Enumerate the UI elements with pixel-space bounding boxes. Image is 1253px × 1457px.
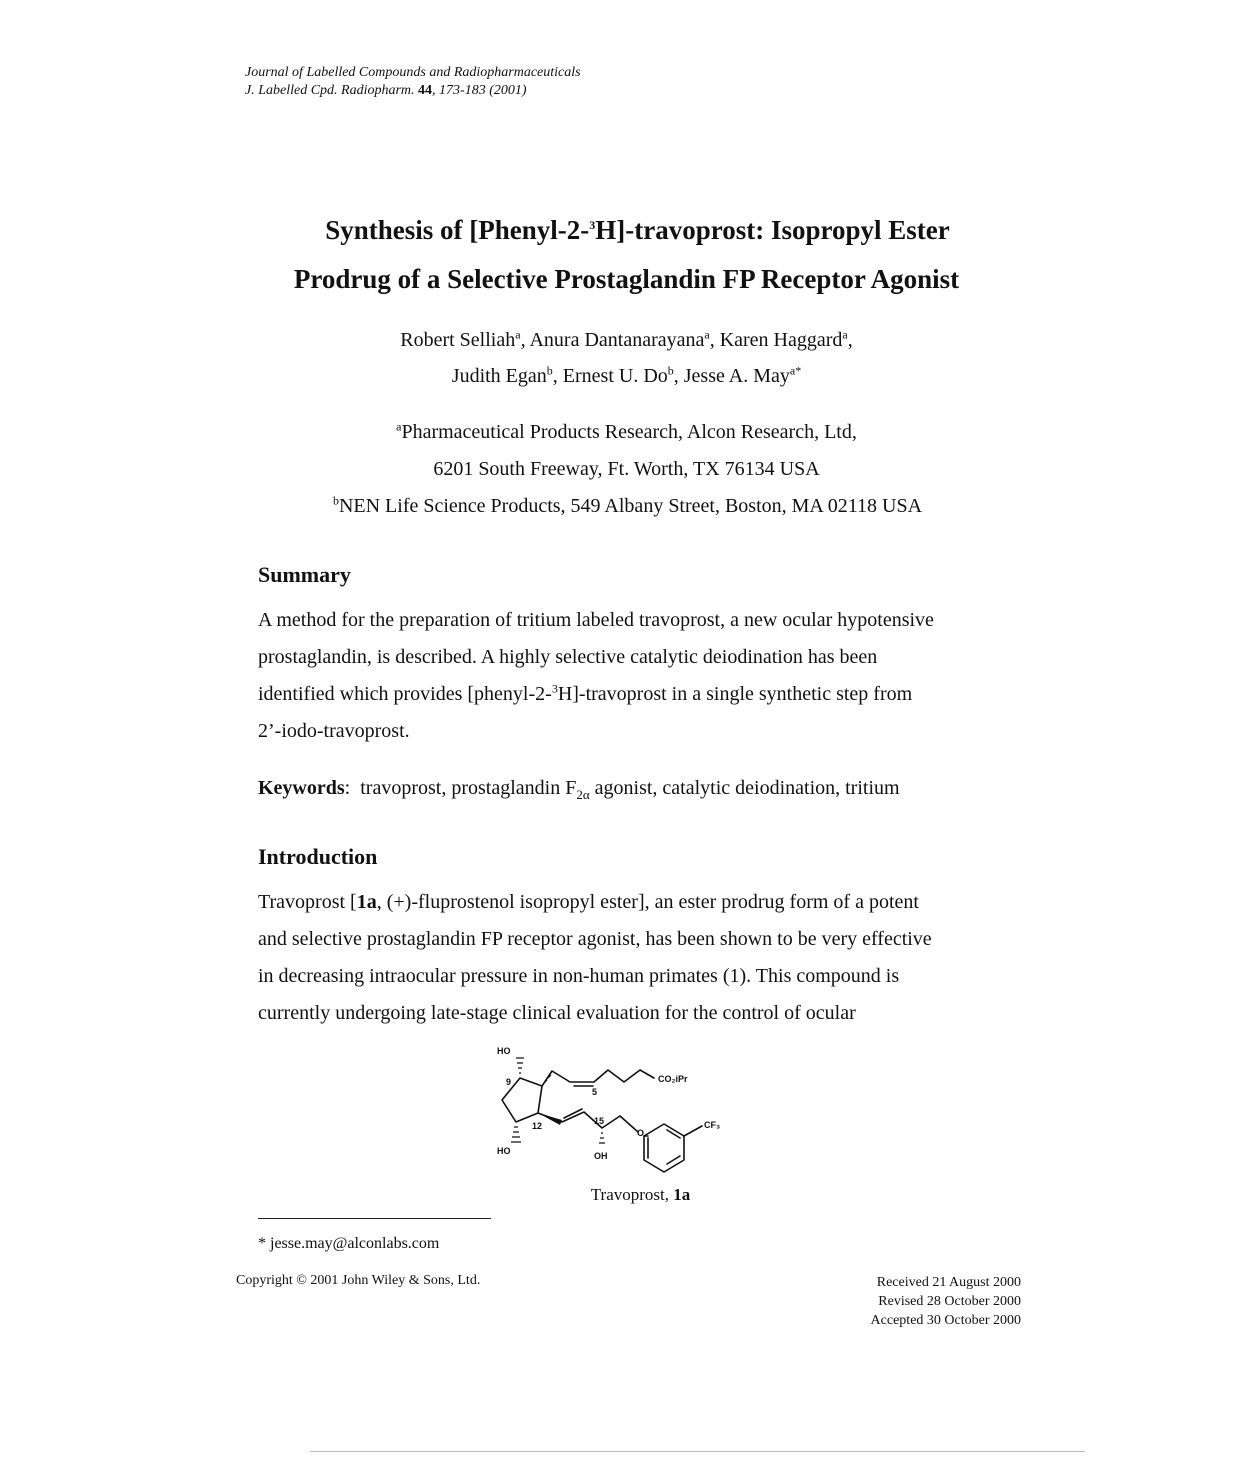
author-do: , Ernest U. Do	[552, 365, 668, 387]
label-c15: 15	[594, 1116, 605, 1126]
cf3-bond	[684, 1126, 702, 1136]
travoprost-structure	[490, 1042, 740, 1187]
manuscript-dates	[871, 1273, 1021, 1330]
author-separator: ,	[847, 329, 853, 351]
affiliation-mark: a	[396, 419, 402, 434]
author-affil-mark: a	[515, 327, 521, 342]
caption-text: Travoprost,	[590, 1185, 674, 1204]
title-line-2: Prodrug of a Selective Prostaglandin FP Receptor Agonist	[293, 264, 960, 294]
keywords	[258, 770, 1018, 807]
keywords-label: Keywords	[258, 777, 345, 799]
page-bottom-edge	[310, 1451, 1085, 1452]
author-affil-mark: b	[546, 363, 553, 378]
revised-date: Revised 28 October 2000	[878, 1294, 1021, 1309]
affiliation-b	[0, 488, 1253, 525]
journal-abbrev: J. Labelled Cpd. Radiopharm.	[245, 83, 415, 98]
journal-header	[245, 64, 581, 100]
keywords-text-tail: agonist, catalytic deiodination, tritium	[589, 777, 900, 799]
author-affil-mark: a*	[789, 363, 802, 378]
summary-line-3-post: H]-travoprost in a single synthetic step from	[557, 683, 913, 705]
author-egan: Judith Egan	[451, 365, 547, 387]
compound-ref: 1a	[356, 891, 377, 913]
intro-line: and selective prostaglandin FP receptor agonist, has been shown to be very effective	[258, 928, 932, 950]
introduction-paragraph	[258, 884, 1018, 1032]
intro-line: currently undergoing late-stage clinical evaluation for the control of ocular	[258, 1002, 856, 1024]
author-dantanarayana: , Anura Dantanarayana	[520, 329, 705, 351]
intro-line: in decreasing intraocular pressure in non-human primates (1). This compound is	[258, 965, 900, 987]
hash-bond-c9	[516, 1058, 524, 1073]
intro-line-1-a: Travoprost [	[258, 891, 357, 913]
copyright: Copyright © 2001 John Wiley & Sons, Ltd.	[236, 1273, 481, 1288]
benzene-inner-bond	[648, 1130, 680, 1164]
omega-chain	[538, 1112, 638, 1132]
author-selliah: Robert Selliah	[400, 329, 516, 351]
footnote-rule	[258, 1218, 491, 1219]
summary-paragraph	[258, 602, 1018, 750]
alpha-chain	[542, 1070, 654, 1086]
keywords-colon: :	[344, 777, 351, 799]
summary-line: A method for the preparation of tritium labeled travoprost, a new ocular hypotensive	[258, 609, 934, 631]
hash-bond-c15	[599, 1133, 605, 1143]
footnote-star: *	[258, 1235, 266, 1252]
author-list	[0, 322, 1253, 394]
journal-pages-year: , 173-183 (2001)	[432, 83, 527, 98]
intro-line	[258, 884, 1018, 921]
label-c12: 12	[532, 1121, 543, 1131]
title-line-1	[0, 206, 1253, 255]
hash-bond-c11	[511, 1127, 521, 1142]
affiliation-a-line-1	[0, 414, 1253, 451]
caption-compound: 1a	[673, 1185, 691, 1204]
label-cf3: CF₃	[704, 1120, 721, 1130]
journal-name: Journal of Labelled Compounds and Radiopharmaceuticals	[245, 65, 581, 80]
author-affil-mark: a	[704, 327, 710, 342]
author-haggard: , Karen Haggard	[709, 329, 843, 351]
affiliation-mark: b	[332, 493, 339, 508]
label-oh: OH	[594, 1151, 608, 1161]
title-line-1-post: H]-travoprost: Isopropyl Ester	[595, 215, 950, 245]
journal-volume: 44	[418, 83, 433, 98]
label-co2ipr: CO₂iPr	[658, 1074, 688, 1084]
received-date: Received 21 August 2000	[876, 1275, 1021, 1290]
summary-line: 2’-iodo-travoprost.	[258, 720, 410, 742]
paper-title	[0, 206, 1253, 304]
title-superscript: 3	[589, 218, 596, 232]
summary-line	[258, 676, 1018, 713]
summary-line: prostaglandin, is described. A highly selective catalytic deiodination has been	[258, 646, 878, 668]
label-ho-bottom: HO	[497, 1146, 511, 1156]
affiliation-b-name: NEN Life Science Products, 549 Albany Street, Boston, MA 02118 USA	[338, 495, 923, 517]
keywords-text: travoprost, prostaglandin F	[360, 777, 577, 799]
summary-heading: Summary	[258, 562, 351, 587]
author-affil-mark: a	[842, 327, 848, 342]
introduction-heading: Introduction	[258, 844, 378, 869]
figure-caption	[0, 1185, 1253, 1205]
affiliation-a-name: Pharmaceutical Products Research, Alcon Research, Ltd,	[401, 421, 857, 443]
author-may: , Jesse A. May	[673, 365, 790, 387]
title-line-1-pre: Synthesis of [Phenyl-2-	[325, 215, 590, 245]
label-ho-top: HO	[497, 1046, 511, 1056]
author-line-2	[0, 358, 1253, 394]
journal-citation	[245, 82, 581, 100]
affiliations	[0, 414, 1253, 525]
author-affil-mark: b	[667, 363, 674, 378]
keywords-subscript: 2α	[576, 787, 590, 802]
footnote	[258, 1235, 439, 1253]
accepted-date: Accepted 30 October 2000	[870, 1313, 1021, 1328]
corresponding-email[interactable]: jesse.may@alconlabs.com	[270, 1235, 440, 1252]
label-c9: 9	[506, 1077, 512, 1087]
affiliation-a-line-2: 6201 South Freeway, Ft. Worth, TX 76134 USA	[433, 458, 820, 480]
summary-superscript: 3	[551, 681, 558, 696]
benzene-ring	[644, 1124, 684, 1172]
summary-line-3-pre: identified which provides [phenyl-2-	[258, 683, 552, 705]
intro-line-1-b: , (+)-fluprostenol isopropyl ester], an ester prodrug form of a potent	[376, 891, 919, 913]
author-line-1	[0, 322, 1253, 358]
label-c5: 5	[592, 1087, 598, 1097]
label-oxygen: O	[637, 1128, 645, 1138]
